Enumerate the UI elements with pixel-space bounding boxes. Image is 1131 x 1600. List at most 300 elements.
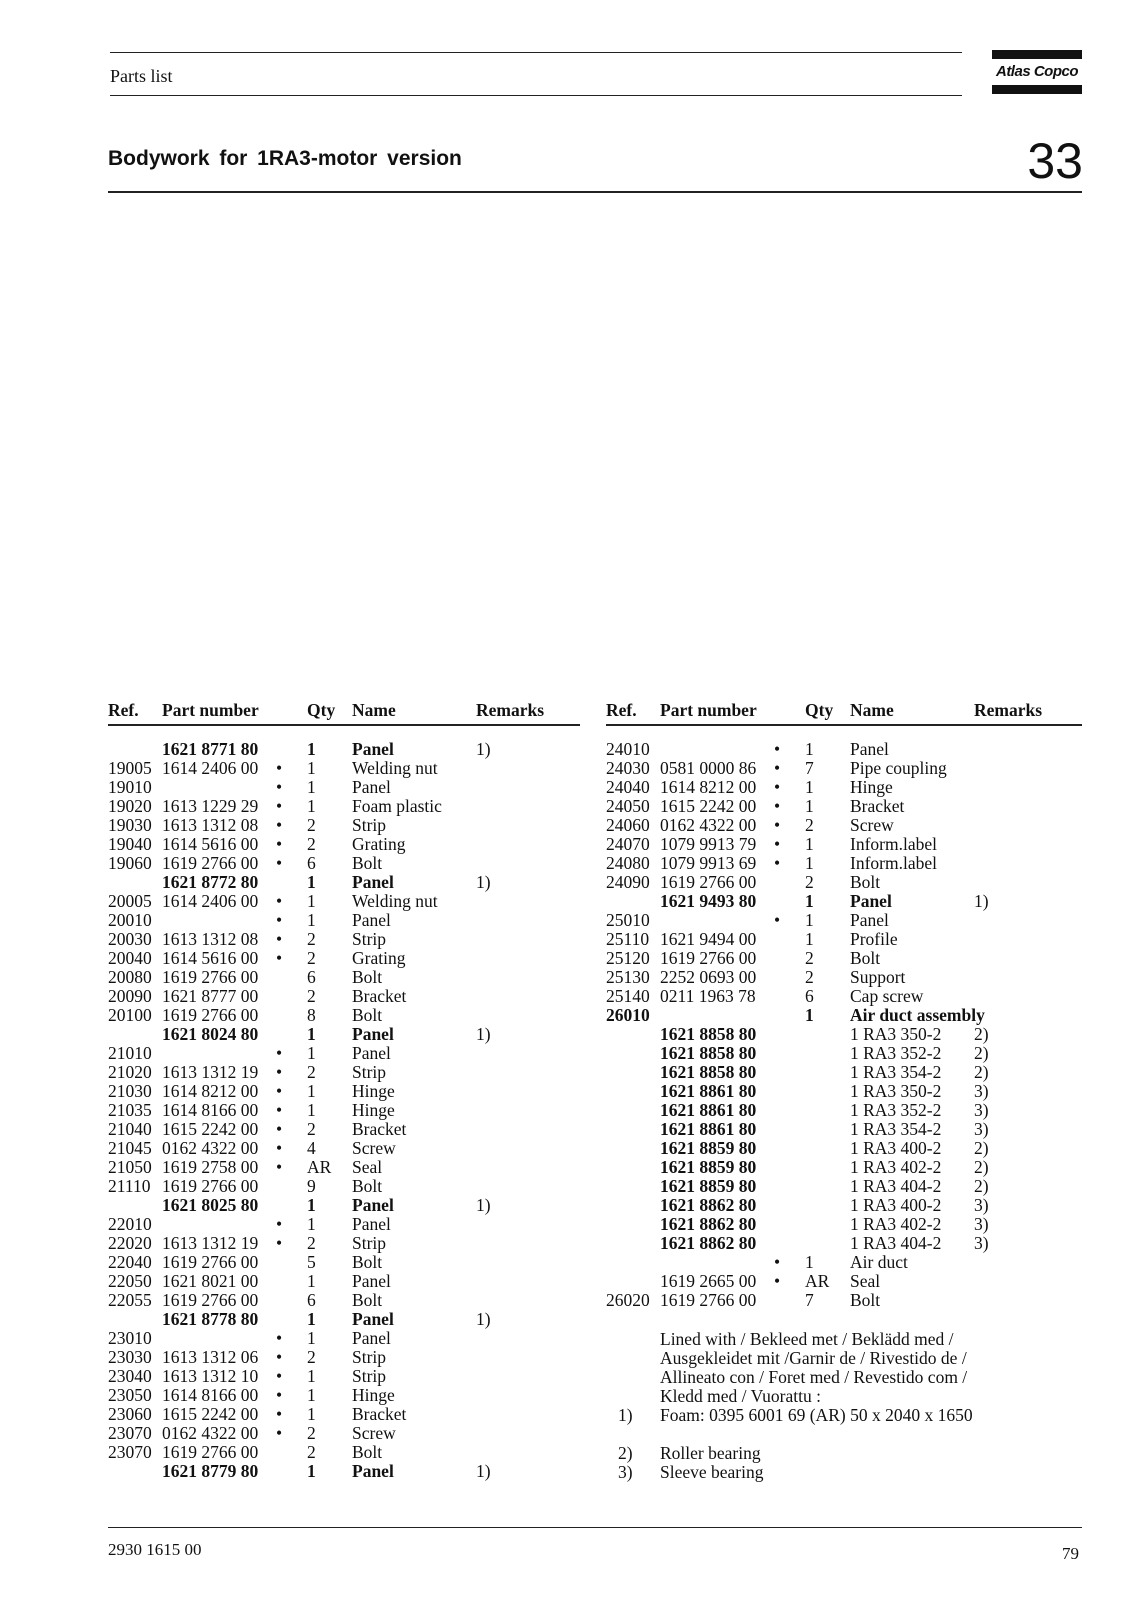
cell-name: Panel <box>352 1309 394 1329</box>
cell-qty: 1 <box>307 1366 316 1386</box>
cell-qty: 1 <box>805 891 814 911</box>
cell-ref: 20010 <box>108 910 152 930</box>
cell-part-number: 0162 4322 00 <box>660 815 757 835</box>
cell-ref: 19060 <box>108 853 152 873</box>
header-ref: Ref. <box>606 700 637 720</box>
cell-qty: 2 <box>307 834 316 854</box>
table-row <box>606 1025 1082 1044</box>
table-row <box>108 1386 580 1405</box>
cell-part-number: 1621 8859 80 <box>660 1157 757 1177</box>
cell-name: 1 RA3 354-2 <box>850 1119 942 1139</box>
table-row <box>108 1234 580 1253</box>
cell-qty: 1 <box>307 1081 316 1101</box>
table-row <box>606 1177 1082 1196</box>
cell-name: Strip <box>352 815 387 835</box>
cell-part-number: 1619 2665 00 <box>660 1271 757 1291</box>
cell-qty: 5 <box>307 1252 316 1272</box>
cell-part-number: 0211 1963 78 <box>660 986 756 1006</box>
table-row <box>606 816 1082 835</box>
cell-qty: 2 <box>307 1347 316 1367</box>
cell-remarks: 2) <box>974 1043 989 1063</box>
cell-name: Grating <box>352 834 406 854</box>
header-part-number: Part number <box>660 700 757 720</box>
table-row <box>108 1291 580 1310</box>
cell-name: Support <box>850 967 906 987</box>
table-row <box>108 816 580 835</box>
cell-ref: 25130 <box>606 967 650 987</box>
cell-name: Inform.label <box>850 853 937 873</box>
cell-name: Bolt <box>352 1442 383 1462</box>
cell-name: Panel <box>352 1461 394 1481</box>
cell-name: 1 RA3 404-2 <box>850 1176 942 1196</box>
cell-name: Bolt <box>352 853 383 873</box>
cell-part-number: 1621 8862 80 <box>660 1233 757 1253</box>
table-row <box>108 854 580 873</box>
cell-ref: 22020 <box>108 1233 152 1253</box>
table-row <box>108 1443 580 1462</box>
cell-remarks: 3) <box>974 1100 989 1120</box>
cell-qty: 1 <box>307 777 316 797</box>
cell-name: Air duct assembly <box>850 1005 985 1025</box>
cell-remarks: 1) <box>476 1195 491 1215</box>
cell-ref: 24080 <box>606 853 650 873</box>
table-row <box>108 1310 580 1329</box>
cell-part-number: 1621 8861 80 <box>660 1081 757 1101</box>
cell-part-number: 1619 2766 00 <box>162 967 259 987</box>
cell-part-number: 1615 2242 00 <box>162 1404 259 1424</box>
cell-ref: 19020 <box>108 796 152 816</box>
cell-remarks: 1) <box>476 1024 491 1044</box>
header-name: Name <box>352 700 396 720</box>
note-lined-line: Lined with / Bekleed met / Beklädd med / <box>660 1329 954 1349</box>
table-row <box>108 949 580 968</box>
cell-qty: 2 <box>307 1423 316 1443</box>
table-header-rule-right <box>606 724 1082 726</box>
table-row <box>606 1158 1082 1177</box>
cell-name: Bolt <box>850 948 881 968</box>
cell-qty: 2 <box>307 1119 316 1139</box>
cell-ref: 24050 <box>606 796 650 816</box>
table-row <box>108 1139 580 1158</box>
table-row <box>606 740 1082 759</box>
section-number: 33 <box>1027 133 1083 189</box>
cell-remarks: 3) <box>974 1081 989 1101</box>
cell-qty: 1 <box>307 1024 316 1044</box>
cell-part-number: 1619 2766 00 <box>660 1290 757 1310</box>
cell-name: Panel <box>352 1024 394 1044</box>
cell-name: Bracket <box>352 1119 407 1139</box>
parts-table-right <box>606 700 1082 1310</box>
table-row <box>108 1044 580 1063</box>
cell-qty: 6 <box>307 967 316 987</box>
table-row <box>606 1063 1082 1082</box>
cell-qty: 1 <box>805 853 814 873</box>
note-lined-line: Ausgekleidet mit /Garnir de / Rivestido de / <box>660 1348 967 1368</box>
cell-ref: 21035 <box>108 1100 152 1120</box>
cell-remarks: 3) <box>974 1233 989 1253</box>
cell-bullet: • <box>276 948 283 968</box>
cell-ref: 20080 <box>108 967 152 987</box>
cell-bullet: • <box>774 777 781 797</box>
cell-part-number: 1619 2766 00 <box>660 948 757 968</box>
cell-part-number: 1621 8858 80 <box>660 1062 757 1082</box>
table-row <box>606 797 1082 816</box>
cell-part-number: 1621 8861 80 <box>660 1119 757 1139</box>
cell-qty: 1 <box>307 1100 316 1120</box>
cell-part-number: 1614 5616 00 <box>162 948 259 968</box>
cell-part-number: 1613 1312 08 <box>162 929 259 949</box>
document-number: 2930 1615 00 <box>108 1540 202 1559</box>
cell-name: Panel <box>850 891 892 911</box>
cell-name: 1 RA3 350-2 <box>850 1024 942 1044</box>
logo-top-bar <box>992 50 1082 59</box>
note-lined-line: Kledd med / Vuorattu : <box>660 1386 821 1406</box>
cell-qty: 1 <box>307 1214 316 1234</box>
note-item <box>606 1444 1082 1463</box>
cell-bullet: • <box>276 891 283 911</box>
cell-ref: 19030 <box>108 815 152 835</box>
note-lined-line: Allineato con / Foret med / Revestido com / <box>660 1367 968 1387</box>
cell-remarks: 1) <box>974 891 989 911</box>
cell-part-number: 1079 9913 79 <box>660 834 757 854</box>
cell-bullet: • <box>276 1404 283 1424</box>
cell-bullet: • <box>276 1100 283 1120</box>
cell-part-number: 1614 8166 00 <box>162 1100 259 1120</box>
cell-qty: 1 <box>307 758 316 778</box>
cell-qty: 2 <box>805 872 814 892</box>
header-qty: Qty <box>805 700 834 720</box>
cell-part-number: 1621 8859 80 <box>660 1138 757 1158</box>
cell-part-number: 1614 2406 00 <box>162 758 259 778</box>
cell-name: Welding nut <box>352 758 438 778</box>
table-row <box>108 1272 580 1291</box>
cell-part-number: 1615 2242 00 <box>660 796 757 816</box>
table-row <box>108 968 580 987</box>
table-row <box>108 1348 580 1367</box>
cell-name: Screw <box>850 815 894 835</box>
header-part-number: Part number <box>162 700 259 720</box>
cell-bullet: • <box>276 1119 283 1139</box>
cell-remarks: 1) <box>476 872 491 892</box>
cell-ref: 23050 <box>108 1385 152 1405</box>
table-row <box>108 1462 580 1481</box>
cell-bullet: • <box>774 758 781 778</box>
cell-part-number: 1613 1229 29 <box>162 796 259 816</box>
table-row <box>108 1367 580 1386</box>
cell-name: 1 RA3 352-2 <box>850 1043 942 1063</box>
cell-bullet: • <box>276 1214 283 1234</box>
cell-bullet: • <box>774 815 781 835</box>
cell-part-number: 1621 9494 00 <box>660 929 757 949</box>
cell-name: Seal <box>352 1157 383 1177</box>
table-row <box>606 1253 1082 1272</box>
cell-name: 1 RA3 354-2 <box>850 1062 942 1082</box>
table-row <box>606 1272 1082 1291</box>
cell-part-number: 1621 8861 80 <box>660 1100 757 1120</box>
cell-bullet: • <box>774 796 781 816</box>
note-item <box>606 1463 1082 1482</box>
cell-part-number: 1613 1312 08 <box>162 815 259 835</box>
cell-qty: 1 <box>307 891 316 911</box>
cell-ref: 26020 <box>606 1290 650 1310</box>
note-mark: 1) <box>618 1405 633 1425</box>
cell-part-number: 1621 8859 80 <box>660 1176 757 1196</box>
cell-qty: 1 <box>307 1195 316 1215</box>
cell-remarks: 3) <box>974 1214 989 1234</box>
cell-ref: 23060 <box>108 1404 152 1424</box>
table-row <box>108 1329 580 1348</box>
cell-name: 1 RA3 352-2 <box>850 1100 942 1120</box>
cell-name: 1 RA3 402-2 <box>850 1157 942 1177</box>
cell-bullet: • <box>276 910 283 930</box>
cell-ref: 21110 <box>108 1176 151 1196</box>
cell-name: Panel <box>352 1195 394 1215</box>
cell-name: Bolt <box>352 1252 383 1272</box>
cell-part-number: 1621 8024 80 <box>162 1024 259 1044</box>
cell-bullet: • <box>774 853 781 873</box>
cell-qty: 1 <box>805 1005 814 1025</box>
cell-qty: 1 <box>307 1385 316 1405</box>
cell-part-number: 1621 8778 80 <box>162 1309 259 1329</box>
cell-remarks: 2) <box>974 1062 989 1082</box>
header-label: Parts list <box>110 66 173 86</box>
cell-part-number: 1615 2242 00 <box>162 1119 259 1139</box>
cell-remarks: 2) <box>974 1176 989 1196</box>
cell-name: Strip <box>352 1062 387 1082</box>
cell-ref: 22055 <box>108 1290 152 1310</box>
cell-part-number: 1619 2766 00 <box>162 1005 259 1025</box>
table-row <box>108 1253 580 1272</box>
cell-ref: 21040 <box>108 1119 152 1139</box>
cell-name: Hinge <box>352 1385 395 1405</box>
cell-qty: 2 <box>307 948 316 968</box>
header-remarks: Remarks <box>974 700 1043 720</box>
table-row <box>606 1044 1082 1063</box>
cell-qty: 7 <box>805 1290 814 1310</box>
rows-left <box>108 740 580 1481</box>
cell-qty: 1 <box>307 1461 316 1481</box>
table-row <box>606 1234 1082 1253</box>
table-row <box>606 1196 1082 1215</box>
cell-qty: AR <box>805 1271 830 1291</box>
table-row <box>108 1424 580 1443</box>
cell-ref: 19040 <box>108 834 152 854</box>
cell-name: 1 RA3 350-2 <box>850 1081 942 1101</box>
cell-name: Screw <box>352 1423 396 1443</box>
table-row <box>606 778 1082 797</box>
cell-part-number: 1621 8858 80 <box>660 1024 757 1044</box>
cell-remarks: 3) <box>974 1195 989 1215</box>
note-text: Sleeve bearing <box>660 1462 764 1482</box>
table-row <box>108 987 580 1006</box>
cell-qty: 1 <box>307 1309 316 1329</box>
cell-bullet: • <box>276 853 283 873</box>
cell-ref: 20005 <box>108 891 152 911</box>
cell-part-number: 1621 9493 80 <box>660 891 757 911</box>
cell-ref: 24060 <box>606 815 650 835</box>
cell-qty: 1 <box>307 796 316 816</box>
cell-qty: 1 <box>805 1252 814 1272</box>
table-row <box>606 873 1082 892</box>
cell-name: Panel <box>352 1328 391 1348</box>
table-row <box>606 1120 1082 1139</box>
cell-qty: 2 <box>307 1233 316 1253</box>
cell-part-number: 1614 5616 00 <box>162 834 259 854</box>
cell-ref: 21045 <box>108 1138 152 1158</box>
cell-ref: 22010 <box>108 1214 152 1234</box>
cell-ref: 19005 <box>108 758 152 778</box>
cell-ref: 25110 <box>606 929 650 949</box>
cell-qty: 1 <box>805 796 814 816</box>
table-row <box>606 1006 1082 1025</box>
cell-name: Foam plastic <box>352 796 442 816</box>
table-row <box>108 778 580 797</box>
cell-bullet: • <box>276 1423 283 1443</box>
cell-bullet: • <box>276 1347 283 1367</box>
cell-qty: 1 <box>805 929 814 949</box>
cell-name: Inform.label <box>850 834 937 854</box>
header-remarks: Remarks <box>476 700 545 720</box>
cell-ref: 26010 <box>606 1005 650 1025</box>
cell-part-number: 0581 0000 86 <box>660 758 757 778</box>
table-row <box>108 835 580 854</box>
table-row <box>606 1101 1082 1120</box>
cell-part-number: 1614 2406 00 <box>162 891 259 911</box>
cell-bullet: • <box>774 739 781 759</box>
cell-name: Hinge <box>352 1100 395 1120</box>
cell-name: Bolt <box>352 1290 383 1310</box>
header-bottom-rule <box>110 95 962 96</box>
cell-name: 1 RA3 400-2 <box>850 1138 942 1158</box>
table-row <box>606 911 1082 930</box>
cell-name: Cap screw <box>850 986 924 1006</box>
cell-part-number: 1621 8862 80 <box>660 1195 757 1215</box>
cell-part-number: 1621 8025 80 <box>162 1195 259 1215</box>
cell-name: Strip <box>352 1233 387 1253</box>
cell-remarks: 2) <box>974 1138 989 1158</box>
title-rule <box>108 191 1082 193</box>
cell-part-number: 1619 2766 00 <box>162 1176 259 1196</box>
cell-name: Panel <box>352 872 394 892</box>
cell-part-number: 1621 8779 80 <box>162 1461 259 1481</box>
cell-bullet: • <box>276 1138 283 1158</box>
cell-part-number: 1619 2758 00 <box>162 1157 259 1177</box>
cell-ref: 23070 <box>108 1442 152 1462</box>
table-row <box>606 892 1082 911</box>
cell-bullet: • <box>276 1157 283 1177</box>
cell-qty: 2 <box>307 815 316 835</box>
table-row <box>108 873 580 892</box>
cell-ref: 21010 <box>108 1043 152 1063</box>
cell-ref: 22040 <box>108 1252 152 1272</box>
table-row <box>108 1006 580 1025</box>
cell-name: Panel <box>850 739 889 759</box>
cell-qty: 6 <box>307 853 316 873</box>
cell-bullet: • <box>276 777 283 797</box>
cell-name: Hinge <box>352 1081 395 1101</box>
cell-qty: 1 <box>805 777 814 797</box>
cell-qty: 2 <box>307 929 316 949</box>
cell-name: Bracket <box>850 796 905 816</box>
cell-qty: 1 <box>307 1404 316 1424</box>
table-header-right <box>606 700 1082 720</box>
cell-name: Bolt <box>352 1176 383 1196</box>
cell-qty: AR <box>307 1157 332 1177</box>
rows-right <box>606 740 1082 1310</box>
brand-name: Atlas Copco <box>995 63 1078 80</box>
table-row <box>108 1120 580 1139</box>
table-row <box>108 1063 580 1082</box>
cell-qty: 6 <box>805 986 814 1006</box>
cell-part-number: 1613 1312 19 <box>162 1062 259 1082</box>
cell-bullet: • <box>276 1328 283 1348</box>
table-row <box>606 1139 1082 1158</box>
cell-qty: 9 <box>307 1176 316 1196</box>
cell-qty: 4 <box>307 1138 316 1158</box>
cell-ref: 24040 <box>606 777 650 797</box>
table-row <box>108 911 580 930</box>
header-top-rule <box>110 52 962 53</box>
cell-qty: 7 <box>805 758 814 778</box>
cell-part-number: 1613 1312 10 <box>162 1366 259 1386</box>
cell-ref: 20040 <box>108 948 152 968</box>
table-row <box>606 968 1082 987</box>
note-text: Roller bearing <box>660 1443 761 1463</box>
table-row <box>606 759 1082 778</box>
cell-name: Grating <box>352 948 406 968</box>
cell-name: Bracket <box>352 986 407 1006</box>
cell-bullet: • <box>774 910 781 930</box>
table-row <box>108 930 580 949</box>
cell-name: Strip <box>352 929 387 949</box>
table-row <box>108 797 580 816</box>
table-row <box>606 1291 1082 1310</box>
table-row <box>606 854 1082 873</box>
table-row <box>108 1082 580 1101</box>
cell-qty: 2 <box>805 948 814 968</box>
cell-ref: 20090 <box>108 986 152 1006</box>
cell-part-number: 1614 8166 00 <box>162 1385 259 1405</box>
cell-bullet: • <box>276 929 283 949</box>
cell-ref: 23030 <box>108 1347 152 1367</box>
cell-name: Panel <box>352 739 394 759</box>
cell-bullet: • <box>276 1385 283 1405</box>
cell-ref: 23040 <box>108 1366 152 1386</box>
cell-remarks: 2) <box>974 1157 989 1177</box>
table-row <box>606 835 1082 854</box>
cell-bullet: • <box>774 834 781 854</box>
cell-qty: 1 <box>307 1328 316 1348</box>
cell-bullet: • <box>774 1252 781 1272</box>
cell-part-number: 1621 8777 00 <box>162 986 259 1006</box>
cell-ref: 20030 <box>108 929 152 949</box>
cell-part-number: 1621 8771 80 <box>162 739 259 759</box>
cell-name: 1 RA3 404-2 <box>850 1233 942 1253</box>
cell-bullet: • <box>276 796 283 816</box>
table-row <box>108 1025 580 1044</box>
cell-part-number: 1621 8862 80 <box>660 1214 757 1234</box>
cell-ref: 21030 <box>108 1081 152 1101</box>
table-row <box>108 1405 580 1424</box>
cell-name: Pipe coupling <box>850 758 947 778</box>
cell-qty: 1 <box>307 1271 316 1291</box>
cell-qty: 1 <box>307 910 316 930</box>
page-number: 79 <box>1062 1544 1079 1563</box>
cell-part-number: 1619 2766 00 <box>162 1442 259 1462</box>
cell-ref: 24090 <box>606 872 650 892</box>
cell-name: Bolt <box>850 1290 881 1310</box>
cell-ref: 21020 <box>108 1062 152 1082</box>
